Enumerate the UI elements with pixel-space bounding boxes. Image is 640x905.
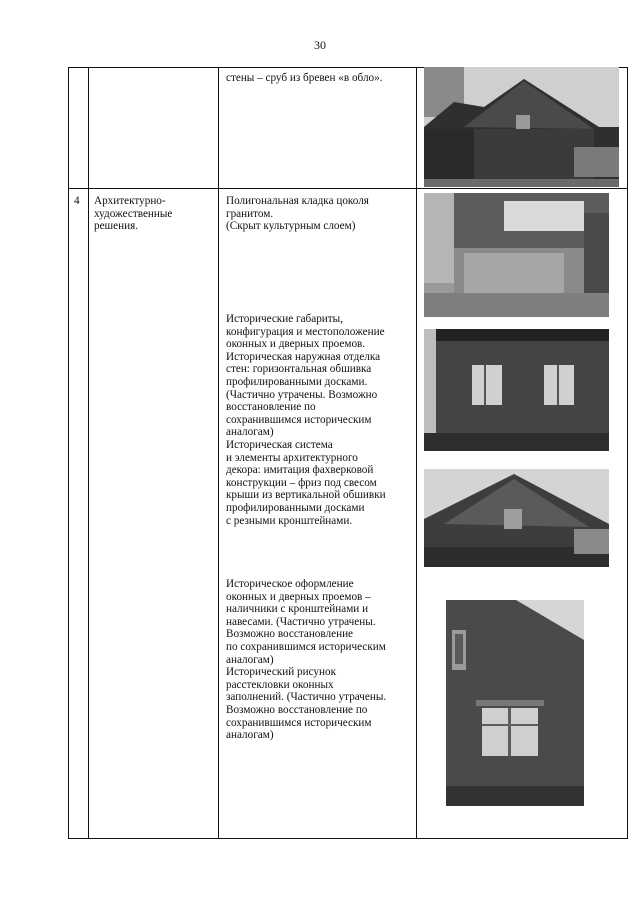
row-4-block2 xyxy=(226,313,386,527)
text-line: Историческая система xyxy=(226,438,333,451)
monument-features-table xyxy=(68,67,628,839)
text-line: Исторические габариты, xyxy=(226,313,343,325)
text-line: крыши из вертикальной обшивки xyxy=(226,489,386,502)
text-line: сохранившимся историческим xyxy=(226,413,372,426)
row-4-block3 xyxy=(226,578,386,742)
text-line: Исторический рисунок xyxy=(226,666,337,679)
row-4-block1 xyxy=(226,195,369,233)
table-column-divider xyxy=(88,67,89,839)
text-line: наличники с кронштейнами и xyxy=(226,603,369,616)
text-line: конструкции – фриз под свесом xyxy=(226,476,377,489)
text-line: 4 xyxy=(74,195,80,207)
text-line: с резными кронштейнами. xyxy=(226,514,353,527)
row-4-element xyxy=(94,195,172,233)
text-line: оконных и дверных проемов. xyxy=(226,338,366,351)
page-number: 30 xyxy=(314,38,326,52)
text-line: Возможно восстановление по xyxy=(226,703,368,716)
wall-windows-photo xyxy=(424,329,609,451)
text-line: художественные xyxy=(94,207,173,220)
text-line: профилированными досками xyxy=(226,501,365,514)
text-line: профилированными досками. xyxy=(226,375,368,388)
text-line: конфигурация и местоположение xyxy=(226,325,385,338)
text-line: декора: имитация фахверковой xyxy=(226,464,374,477)
table-row-divider xyxy=(68,188,628,189)
table-column-divider xyxy=(218,67,219,839)
text-line: Историческое оформление xyxy=(226,578,354,590)
text-line: Полигональная кладка цоколя xyxy=(226,195,369,207)
window-trim-photo xyxy=(446,600,584,806)
text-line: заполнений. (Частично утрачены. xyxy=(226,691,387,704)
text-line: аналогам) xyxy=(226,426,274,439)
text-line: сохранившимся историческим xyxy=(226,716,372,729)
text-line: решения. xyxy=(94,220,139,233)
text-line: стены – сруб из бревен «в обло». xyxy=(226,72,383,84)
gable-frieze-photo xyxy=(424,469,609,567)
table-border-left xyxy=(68,67,69,839)
text-line: восстановление по xyxy=(226,401,316,414)
text-line: навесами. (Частично утрачены. xyxy=(226,615,376,628)
text-line: аналогам) xyxy=(226,729,274,742)
text-line: Историческая наружная отделка xyxy=(226,350,381,363)
table-border-bottom xyxy=(68,838,628,839)
text-line: (Скрыт культурным слоем) xyxy=(226,220,356,233)
text-line: гранитом. xyxy=(226,207,274,220)
text-line: Архитектурно- xyxy=(94,195,166,207)
text-line: стен: горизонтальная обшивка xyxy=(226,363,372,376)
text-line: оконных и дверных проемов – xyxy=(226,590,371,603)
text-line: расстекловки оконных xyxy=(226,678,334,691)
table-border-right xyxy=(627,67,628,839)
house-gable-photo xyxy=(424,67,619,187)
table-column-divider xyxy=(416,67,417,839)
text-line: по сохранившимся историческим xyxy=(226,640,386,653)
text-line: Возможно восстановление xyxy=(226,628,354,641)
text-line: (Частично утрачены. Возможно xyxy=(226,388,378,401)
text-line: аналогам) xyxy=(226,653,274,666)
row-number xyxy=(74,195,80,208)
plinth-photo xyxy=(424,193,609,317)
row-prev-description xyxy=(226,72,383,85)
text-line: и элементы архитектурного xyxy=(226,451,358,464)
